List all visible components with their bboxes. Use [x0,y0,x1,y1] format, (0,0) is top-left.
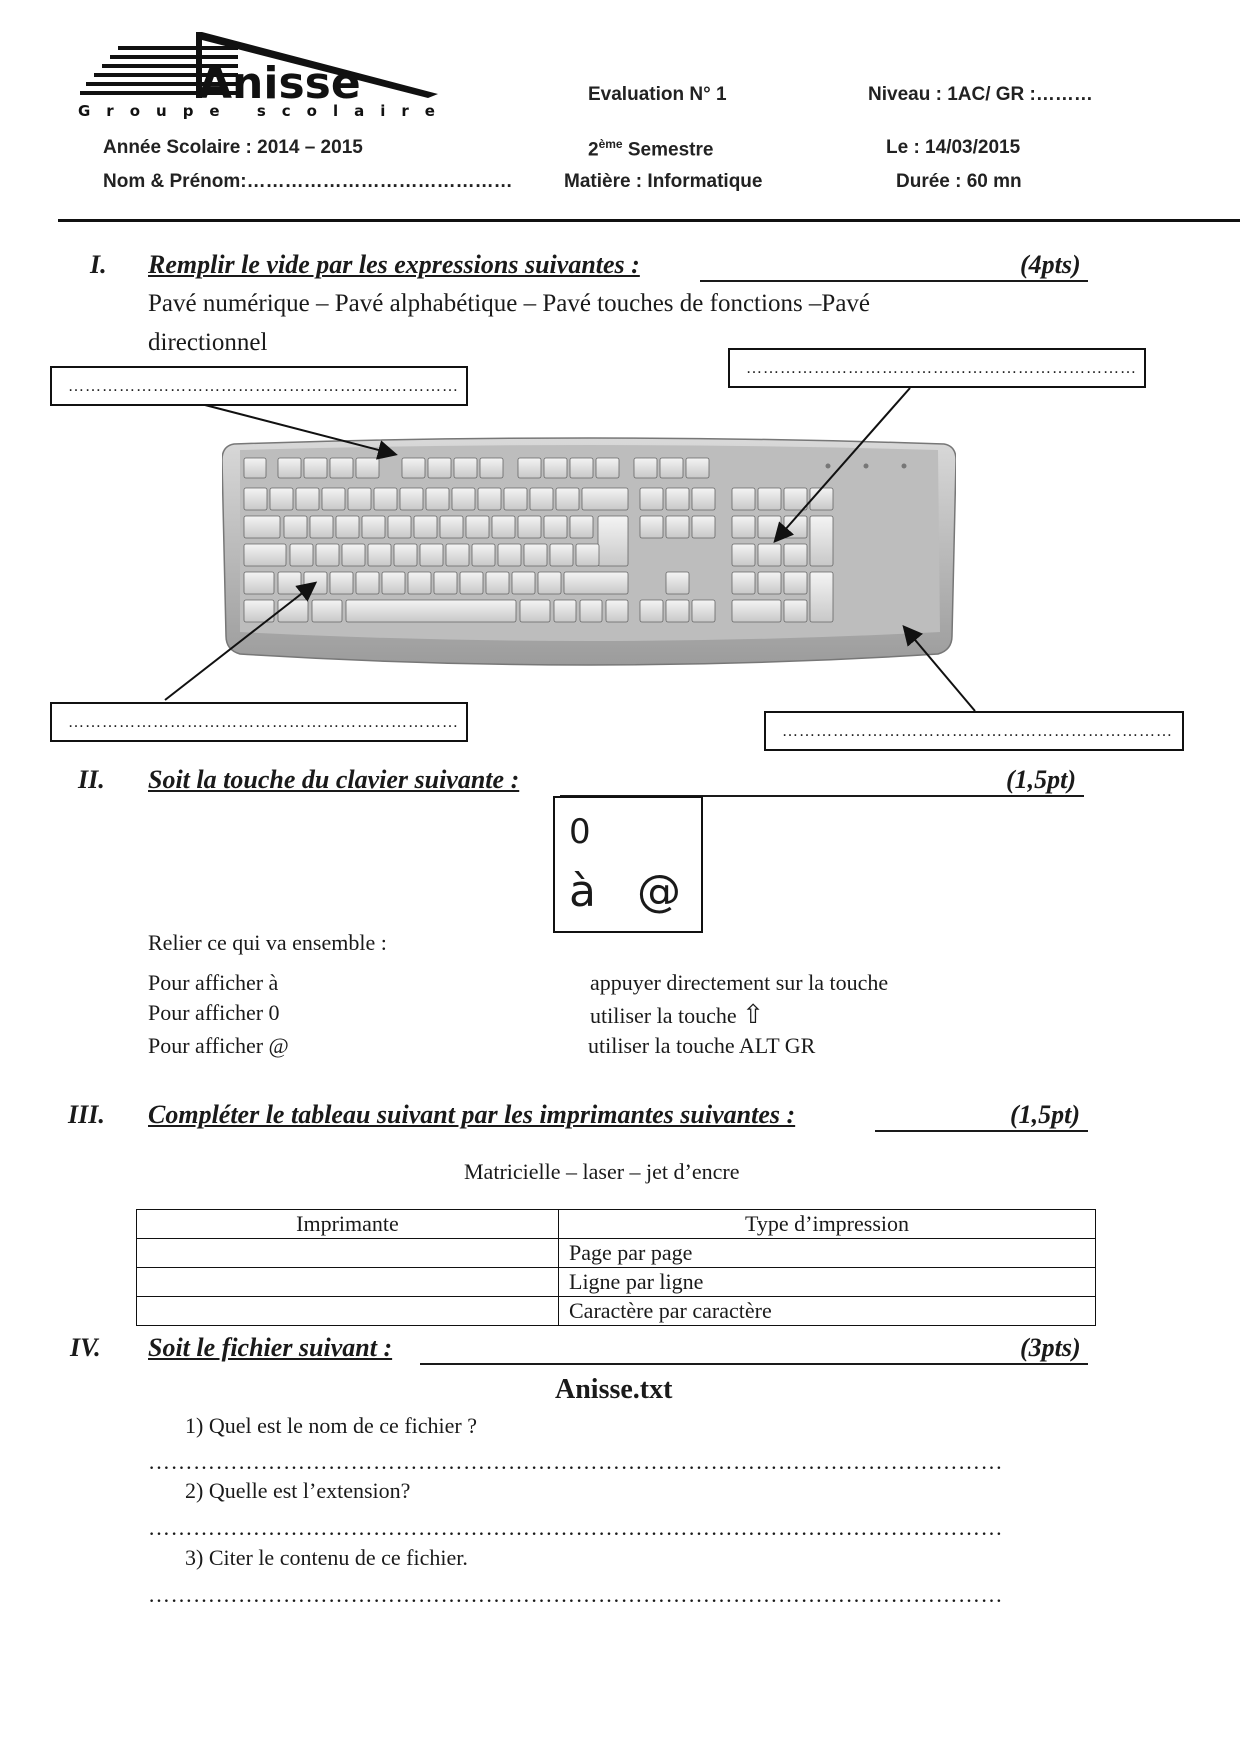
key-bottom-right-char: @ [637,866,681,917]
matiere: Matière : Informatique [564,171,763,192]
nom-prenom-field: Nom & Prénom:…………………………………… [103,171,513,192]
section3-points: (1,5pt) [1010,1100,1081,1129]
header-type-impression: Type d’impression [559,1210,1096,1239]
duree: Durée : 60 mn [896,171,1022,192]
key-top-char: 0 [569,812,591,852]
printer-list: Matricielle – laser – jet d’encre [464,1159,740,1184]
logo-name: Anisse [198,58,361,109]
file-name: Anisse.txt [555,1374,673,1405]
question-2: 2) Quelle est l’extension? [185,1478,411,1503]
question-3: 3) Citer le contenu de ce fichier. [185,1545,468,1570]
answer-line-2[interactable]: …………………………………………………………………………………………………… [148,1515,1003,1540]
key-zero-a-at [553,796,703,933]
left-item-at: Pour afficher @ [148,1033,289,1058]
annee-scolaire: Année Scolaire : 2014 – 2015 [103,137,363,158]
section1-word-list: Pavé numérique – Pavé alphabétique – Pavé touches de fonctions –Pavé [148,290,871,317]
printer-table [136,1209,1096,1326]
left-item-zero: Pour afficher 0 [148,1000,280,1025]
section1-points: (4pts) [1020,250,1081,279]
type-cell: Ligne par ligne [559,1268,1096,1297]
answer-line-1[interactable]: …………………………………………………………………………………………………… [148,1449,1003,1474]
semestre-suffix: ème [598,137,623,151]
right-item-shift [590,1000,764,1030]
section2-number: II. [78,765,105,794]
table-header-row [137,1210,1096,1239]
section1-title: Remplir le vide par les expressions suivantes : [148,250,640,279]
printer-cell[interactable] [137,1268,559,1297]
table-row [137,1297,1096,1326]
section4-points: (3pts) [1020,1333,1081,1362]
section1-number: I. [90,250,107,279]
printer-cell[interactable] [137,1297,559,1326]
header-imprimante: Imprimante [137,1210,559,1239]
section4-title: Soit le fichier suivant : [148,1333,393,1362]
section3-number: III. [68,1100,105,1129]
section3-rule [875,1130,1088,1132]
right-item-altgr: utiliser la touche ALT GR [588,1033,816,1058]
key-bottom-left-char: à [569,866,596,917]
blank-dots: …………………………………………………………… [68,714,459,731]
right-item-shift-label: utiliser la touche [590,1003,737,1028]
section4-number: IV. [70,1333,101,1362]
table-row [137,1239,1096,1268]
section2-points: (1,5pt) [1006,765,1077,794]
right-item-direct: appuyer directement sur la touche [590,970,889,995]
type-cell: Page par page [559,1239,1096,1268]
evaluation-title: Evaluation N° 1 [588,84,727,105]
exam-date: Le : 14/03/2015 [886,137,1021,158]
type-cell: Caractère par caractère [559,1297,1096,1326]
blank-dots: …………………………………………………………… [782,723,1173,740]
answer-line-3[interactable]: …………………………………………………………………………………………………… [148,1582,1003,1607]
semestre-label: Semestre [622,139,714,161]
shift-key-icon: ⇧ [742,1000,764,1030]
section2-title: Soit la touche du clavier suivante : [148,765,520,794]
relier-instruction: Relier ce qui va ensemble : [148,930,387,955]
logo-subtitle: Groupe scolaire [78,102,451,120]
blank-dots: …………………………………………………………… [746,360,1137,377]
niveau-field: Niveau : 1AC/ GR :……… [868,84,1093,105]
section3-title: Compléter le tableau suivant par les imprimantes suivantes : [148,1100,796,1129]
label-arrows [0,0,1240,760]
printer-cell[interactable] [137,1239,559,1268]
question-1: 1) Quel est le nom de ce fichier ? [185,1413,477,1438]
section4-rule [420,1363,1088,1365]
left-item-a-grave: Pour afficher à [148,970,279,995]
blank-dots: …………………………………………………………… [68,378,459,395]
table-row [137,1268,1096,1297]
section1-word-list-cont: directionnel [148,329,268,356]
semestre-number: 2 [588,139,599,161]
